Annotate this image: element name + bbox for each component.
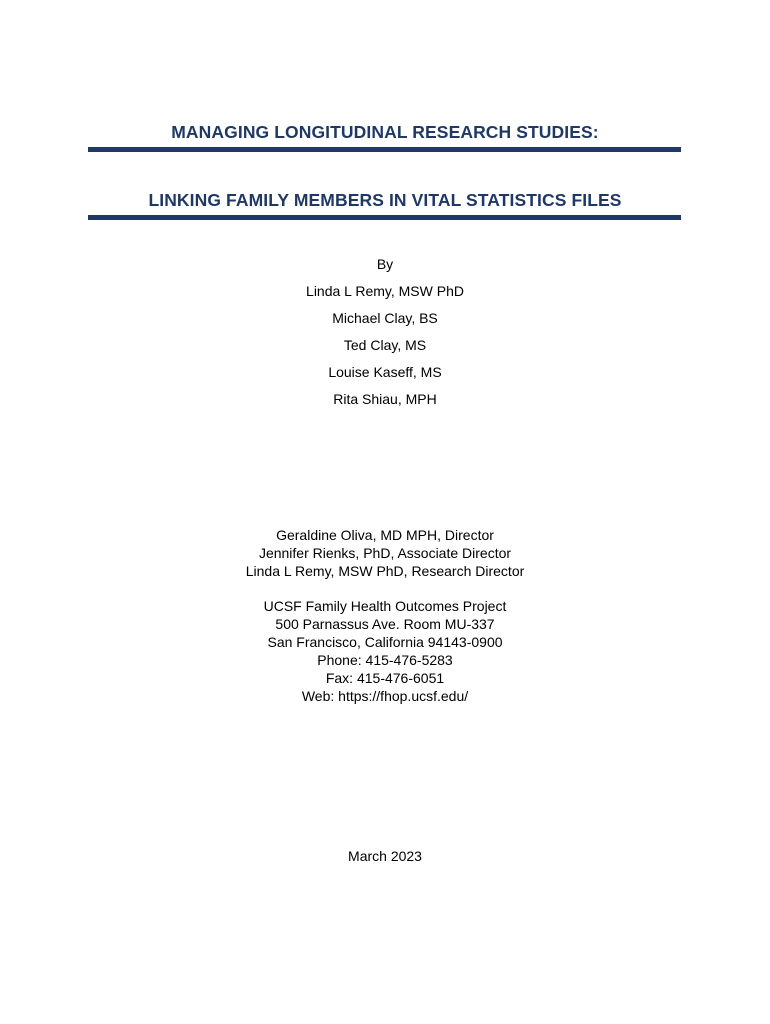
organization-name: UCSF Family Health Outcomes Project <box>263 598 507 614</box>
author-name: Michael Clay, BS <box>332 310 438 326</box>
fax-number: Fax: 415-476-6051 <box>325 670 445 686</box>
author-name: Louise Kaseff, MS <box>328 364 442 380</box>
title-divider-2 <box>88 215 681 220</box>
publication-date: March 2023 <box>348 848 422 864</box>
author-name: Rita Shiau, MPH <box>333 391 437 407</box>
title-line-2: LINKING FAMILY MEMBERS IN VITAL STATISTICS FILES <box>148 190 622 210</box>
director-line: Geraldine Oliva, MD MPH, Director <box>276 527 494 543</box>
directors-block <box>0 526 770 580</box>
website-url: Web: https://fhop.ucsf.edu/ <box>301 688 469 704</box>
phone-number: Phone: 415-476-5283 <box>317 652 453 668</box>
city-state-zip: San Francisco, California 94143-0900 <box>267 634 503 650</box>
author-name: Ted Clay, MS <box>343 337 427 353</box>
author-name: Linda L Remy, MSW PhD <box>306 283 464 299</box>
title-line-1: MANAGING LONGITUDINAL RESEARCH STUDIES: <box>171 122 599 142</box>
director-line: Jennifer Rienks, PhD, Associate Director <box>258 545 512 561</box>
street-address: 500 Parnassus Ave. Room MU-337 <box>275 616 495 632</box>
director-line: Linda L Remy, MSW PhD, Research Director <box>245 563 525 579</box>
title-divider-1 <box>88 147 681 152</box>
contact-block <box>0 597 770 705</box>
by-label: By <box>376 256 394 272</box>
author-list <box>0 251 770 413</box>
